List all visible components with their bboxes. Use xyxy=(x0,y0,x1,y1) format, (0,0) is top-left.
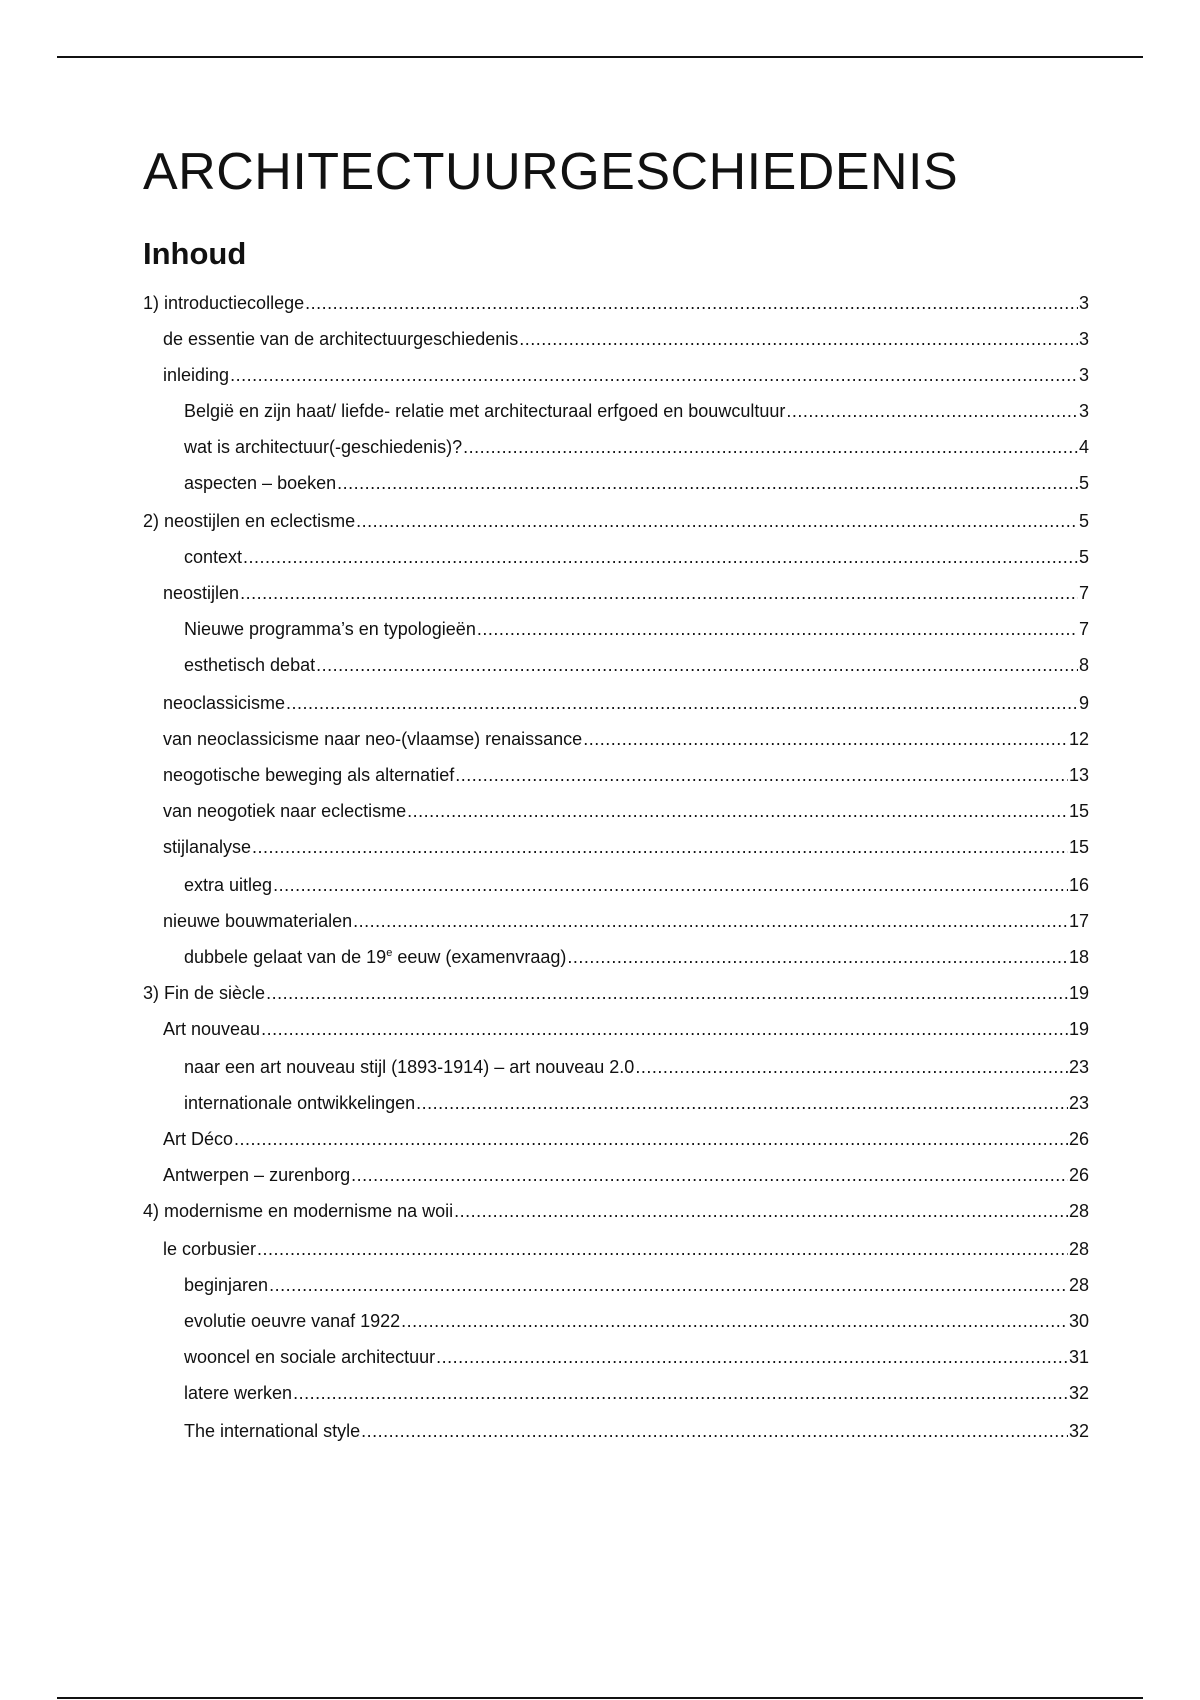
toc-dot-leader xyxy=(361,1414,1068,1448)
toc-dot-leader xyxy=(455,758,1068,792)
footer-rule xyxy=(57,1697,1143,1699)
toc-entry-title xyxy=(163,322,518,356)
toc-entry-title xyxy=(184,466,336,500)
toc-entry[interactable] xyxy=(143,1012,1089,1046)
toc-entry[interactable] xyxy=(143,722,1089,756)
toc-entry-title xyxy=(184,868,272,902)
toc-entry-title xyxy=(163,1012,260,1046)
toc-entry-title-text: inleiding xyxy=(163,365,230,385)
toc-entry-title xyxy=(184,1086,415,1120)
toc-entry-title-text: wat is architectuur(-geschiedenis)? xyxy=(184,437,463,457)
toc-page-number: 5 xyxy=(1078,547,1089,567)
toc-entry[interactable] xyxy=(143,1050,1089,1084)
toc-entry-title-text: 3) Fin de siècle xyxy=(143,983,266,1003)
toc-entry-title-text: beginjaren xyxy=(184,1275,269,1295)
toc-entry-title xyxy=(163,794,406,828)
toc-entry[interactable] xyxy=(143,1340,1089,1374)
toc-entry-title-text: de essentie van de architectuurgeschiedenis xyxy=(163,329,519,349)
toc-entry[interactable] xyxy=(143,612,1089,646)
toc-dot-leader xyxy=(351,1158,1068,1192)
toc-page-number: 15 xyxy=(1068,801,1089,821)
toc-entry[interactable] xyxy=(143,1086,1089,1120)
toc-entry-title-text: naar een art nouveau stijl (1893-1914) – art nouveau 2.0 xyxy=(184,1057,635,1077)
toc-dot-leader xyxy=(286,686,1078,720)
toc-entry-title-text: stijlanalyse xyxy=(163,837,252,857)
toc-dot-leader xyxy=(293,1376,1068,1410)
toc-page-number: 5 xyxy=(1078,473,1089,493)
toc-entry[interactable] xyxy=(143,1194,1089,1228)
toc-page-number: 4 xyxy=(1078,437,1089,457)
toc-entry-title-text: neostijlen xyxy=(163,583,240,603)
toc-page-number: 16 xyxy=(1068,875,1089,895)
toc-dot-leader xyxy=(454,1194,1068,1228)
toc-entry[interactable] xyxy=(143,466,1089,500)
toc-entry-superscript: e xyxy=(386,947,393,959)
toc-dot-leader xyxy=(252,830,1068,864)
toc-entry-title xyxy=(163,830,251,864)
toc-dot-leader xyxy=(261,1012,1068,1046)
toc-entry-title xyxy=(163,904,352,938)
toc-entry[interactable] xyxy=(143,1268,1089,1302)
toc-entry[interactable] xyxy=(143,540,1089,574)
toc-entry-title-text: dubbele gelaat van de 19 xyxy=(184,947,387,967)
toc-dot-leader xyxy=(337,466,1078,500)
toc-page-number: 3 xyxy=(1078,329,1089,349)
toc-entry-title-text: evolutie oeuvre vanaf 1922 xyxy=(184,1311,401,1331)
toc-entry-title xyxy=(163,722,582,756)
toc-page-number: 19 xyxy=(1068,1019,1089,1039)
toc-page-number: 8 xyxy=(1078,655,1089,675)
toc-dot-leader xyxy=(583,722,1068,756)
toc-dot-leader xyxy=(463,430,1078,464)
toc-entry-title xyxy=(163,1122,233,1156)
toc-page-number: 28 xyxy=(1068,1201,1089,1221)
toc-entry[interactable] xyxy=(143,1304,1089,1338)
toc-entry-title xyxy=(184,648,315,682)
toc-entry-title-text: The international style xyxy=(184,1421,361,1441)
toc-entry-title-text: neogotische beweging als alternatief xyxy=(163,765,455,785)
toc-page-number: 3 xyxy=(1078,293,1089,313)
toc-page-number: 9 xyxy=(1078,693,1089,713)
toc-entry-title-text: van neoclassicisme naar neo-(vlaamse) renaissance xyxy=(163,729,583,749)
toc-entry-title-continuation: eeuw (examenvraag) xyxy=(392,947,567,967)
toc-dot-leader xyxy=(407,794,1068,828)
toc-entry-title-text: le corbusier xyxy=(163,1239,257,1259)
toc-entry[interactable] xyxy=(143,940,1089,974)
toc-page-number: 7 xyxy=(1078,619,1089,639)
toc-entry-title xyxy=(184,1414,360,1448)
toc-page-number: 15 xyxy=(1068,837,1089,857)
toc-entry[interactable] xyxy=(143,758,1089,792)
toc-page-number: 28 xyxy=(1068,1275,1089,1295)
toc-page-number: 26 xyxy=(1068,1165,1089,1185)
toc-page-number: 3 xyxy=(1078,365,1089,385)
toc-page-number: 23 xyxy=(1068,1093,1089,1113)
toc-entry-title xyxy=(184,1340,435,1374)
header-rule xyxy=(57,56,1143,58)
toc-entry[interactable] xyxy=(143,576,1089,610)
toc-dot-leader xyxy=(316,648,1078,682)
toc-entry[interactable] xyxy=(143,430,1089,464)
toc-entry[interactable] xyxy=(143,868,1089,902)
toc-dot-leader xyxy=(269,1268,1068,1302)
toc-entry-title xyxy=(163,1158,350,1192)
toc-page-number: 18 xyxy=(1068,947,1089,967)
toc-entry[interactable] xyxy=(143,976,1089,1010)
toc-page-number: 13 xyxy=(1068,765,1089,785)
toc-entry-title-text: wooncel en sociale architectuur xyxy=(184,1347,436,1367)
toc-entry-title-text: 4) modernisme en modernisme na woii xyxy=(143,1201,454,1221)
toc-entry-title-text: Antwerpen – zurenborg xyxy=(163,1165,351,1185)
toc-dot-leader xyxy=(416,1086,1068,1120)
toc-entry-title-text: Nieuwe programma’s en typologieën xyxy=(184,619,476,639)
toc-page-number: 3 xyxy=(1078,401,1089,421)
toc-entry-title-text: Art Déco xyxy=(163,1129,234,1149)
toc-entry[interactable] xyxy=(143,1158,1089,1192)
toc-heading: Inhoud xyxy=(143,236,247,271)
toc-entry-title xyxy=(184,940,566,974)
toc-dot-leader xyxy=(273,868,1068,902)
toc-page-number: 7 xyxy=(1078,583,1089,603)
toc-entry-title xyxy=(184,612,476,646)
toc-entry-title xyxy=(163,758,454,792)
toc-page-number: 32 xyxy=(1068,1421,1089,1441)
toc-entry-title xyxy=(184,1050,634,1084)
toc-page-number: 23 xyxy=(1068,1057,1089,1077)
toc-entry[interactable] xyxy=(143,1414,1089,1448)
toc-entry-title xyxy=(163,576,239,610)
toc-dot-leader xyxy=(305,286,1078,320)
toc-entry-title xyxy=(143,1194,453,1228)
toc-entry[interactable] xyxy=(143,394,1089,428)
toc-dot-leader xyxy=(356,504,1078,538)
toc-entry[interactable] xyxy=(143,322,1089,356)
toc-entry-title xyxy=(184,1268,268,1302)
toc-entry-title-text: aspecten – boeken xyxy=(184,473,337,493)
toc-entry-title-text: internationale ontwikkelingen xyxy=(184,1093,416,1113)
toc-dot-leader xyxy=(436,1340,1068,1374)
document-title: ARCHITECTUURGESCHIEDENIS xyxy=(143,143,959,201)
toc-entry-title-text: esthetisch debat xyxy=(184,655,316,675)
toc-dot-leader xyxy=(353,904,1068,938)
toc-entry[interactable] xyxy=(143,1122,1089,1156)
toc-dot-leader xyxy=(230,358,1078,392)
toc-page-number: 12 xyxy=(1068,729,1089,749)
toc-entry-title xyxy=(143,976,265,1010)
toc-page-number: 19 xyxy=(1068,983,1089,1003)
toc-dot-leader xyxy=(477,612,1078,646)
toc-entry-title-text: latere werken xyxy=(184,1383,293,1403)
toc-page-number: 17 xyxy=(1068,911,1089,931)
toc-entry-title-text: 1) introductiecollege xyxy=(143,293,305,313)
toc-entry-title xyxy=(163,1232,256,1266)
toc-entry[interactable] xyxy=(143,1232,1089,1266)
toc-entry-title xyxy=(184,1304,400,1338)
toc-dot-leader xyxy=(519,322,1078,356)
toc-entry[interactable] xyxy=(143,830,1089,864)
toc-entry-title-text: nieuwe bouwmaterialen xyxy=(163,911,353,931)
toc-entry-title xyxy=(163,686,285,720)
toc-page-number: 30 xyxy=(1068,1311,1089,1331)
toc-entry[interactable] xyxy=(143,358,1089,392)
toc-page-number: 26 xyxy=(1068,1129,1089,1149)
toc-dot-leader xyxy=(401,1304,1068,1338)
toc-page-number: 5 xyxy=(1078,511,1089,531)
toc-entry-title xyxy=(143,504,355,538)
toc-dot-leader xyxy=(266,976,1068,1010)
toc-entry-title xyxy=(184,430,462,464)
toc-entry-title xyxy=(163,358,229,392)
toc-dot-leader xyxy=(240,576,1078,610)
toc-dot-leader xyxy=(786,394,1078,428)
toc-entry[interactable] xyxy=(143,794,1089,828)
toc-entry-title-text: context xyxy=(184,547,243,567)
toc-dot-leader xyxy=(567,940,1068,974)
toc-entry[interactable] xyxy=(143,904,1089,938)
toc-entry-title xyxy=(143,286,304,320)
toc-dot-leader xyxy=(243,540,1078,574)
toc-entry-title-text: 2) neostijlen en eclectisme xyxy=(143,511,356,531)
toc-entry[interactable] xyxy=(143,504,1089,538)
toc-page-number: 32 xyxy=(1068,1383,1089,1403)
toc-entry-title xyxy=(184,540,242,574)
toc-entry[interactable] xyxy=(143,286,1089,320)
toc-entry-title-text: Art nouveau xyxy=(163,1019,261,1039)
toc-page-number: 31 xyxy=(1068,1347,1089,1367)
toc-dot-leader xyxy=(234,1122,1068,1156)
toc-entry-title xyxy=(184,1376,292,1410)
toc-page-number: 28 xyxy=(1068,1239,1089,1259)
toc-entry-title xyxy=(184,394,785,428)
toc-entry[interactable] xyxy=(143,648,1089,682)
toc-dot-leader xyxy=(257,1232,1068,1266)
toc-entry-title-text: van neogotiek naar eclectisme xyxy=(163,801,407,821)
toc-entry-title-text: neoclassicisme xyxy=(163,693,286,713)
toc-entry[interactable] xyxy=(143,1376,1089,1410)
toc-entry-title-text: extra uitleg xyxy=(184,875,273,895)
toc-dot-leader xyxy=(635,1050,1068,1084)
toc-entry[interactable] xyxy=(143,686,1089,720)
toc-entry-title-text: België en zijn haat/ liefde- relatie met architecturaal erfgoed en bouwcultuur xyxy=(184,401,786,421)
